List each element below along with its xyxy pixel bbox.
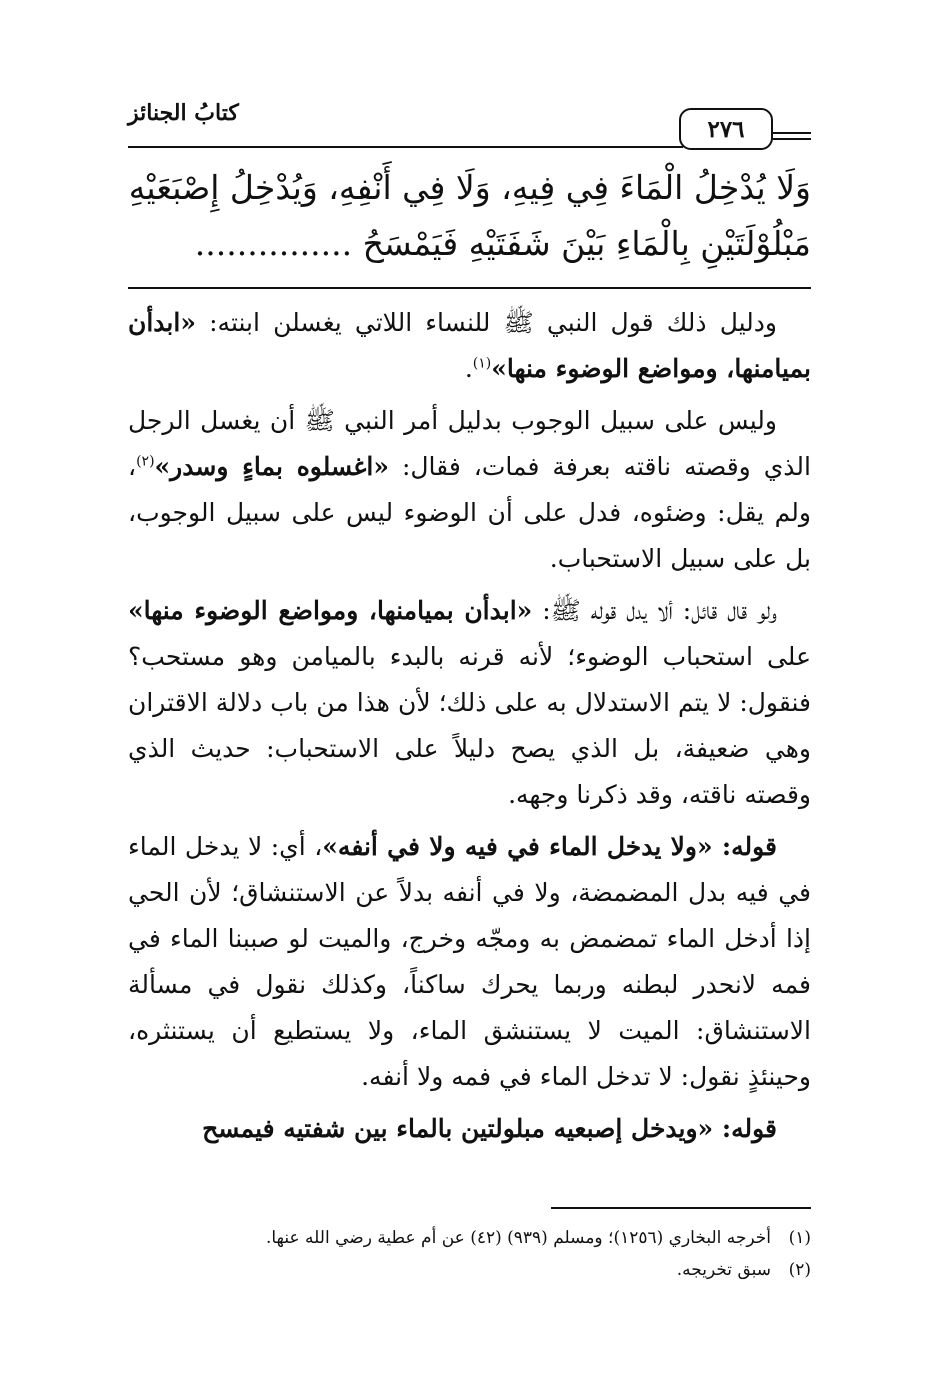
hadith-quote-1: «ابدأن بميامنها، ومواضع الوضوء منها» [128, 308, 811, 383]
page-number: ٢٧٦ [679, 108, 773, 150]
paragraph-2-rest: ، ولم يقل: وضئوه، فدل على أن الوضوء ليس على سبيل الوجوب، بل على سبيل الاستحباب. [128, 452, 811, 573]
footnote-1-text: أخرجه البخاري (١٢٥٦)؛ ومسلم (٩٣٩) (٤٢) عن أم عطية رضي الله عنها. [265, 1228, 771, 1248]
footnote-ref-2[interactable]: (٢) [136, 453, 155, 470]
footnote-2-text: سبق تخريجه. [676, 1260, 771, 1280]
paragraph-5 [128, 1106, 811, 1152]
matn-text [128, 160, 811, 272]
header-rule [128, 146, 683, 148]
paragraph-1 [128, 300, 811, 392]
paragraph-3 [128, 588, 811, 818]
paragraph-1-text: ودليل ذلك قول النبي ﷺ للنساء اللاتي يغسلن ابنته: [195, 308, 777, 337]
hadith-quote-2: «اغسلوه بماءٍ وسدر» [154, 452, 389, 481]
matn-quote-4: قوله: «ولا يدخل الماء في فيه ولا في أنفه» [322, 832, 777, 861]
book-title: كتابُ الجنائز [128, 100, 239, 126]
paragraph-3-rest: على استحباب الوضوء؛ لأنه قرنه بالبدء بالميامن وهو مستحب؟ فنقول: لا يتم الاستدلال به على ذلك؛ لأن هذا من باب دلالة الاقتران وهي ضعيفة، بل الذي يصح دليلاً على الاستحباب: حديث الذي وقصته ناقته، وقد ذكرنا وجهه. [128, 642, 811, 809]
footnote-1 [128, 1222, 811, 1254]
header-rule-short-top [773, 132, 811, 134]
footnote-2 [128, 1254, 811, 1286]
footnotes [128, 1222, 811, 1286]
paragraph-2 [128, 398, 811, 582]
matn-line-2: مَبْلُوْلَتَيْنِ بِالْمَاءِ بَيْنَ شَفَتَيْهِ فَيَمْسَحُ ............... [194, 224, 811, 263]
paragraph-4-text: ، أي: لا يدخل الماء في فيه بدل المضمضة، ولا في أنفه بدلاً عن الاستنشاق؛ لأن الحي إذا أدخل الماء تمضمض به ومجّه وخرج، والميت لو صببنا الماء في فمه لانحدر لبطنه وربما يحرك ساكناً، وكذلك نقول في مسألة الاستنشاق: الميت لا يستنشق الماء، ولا يستطيع أن يستنثره، وحينئذٍ نقول: لا تدخل الماء في فمه ولا أنفه. [128, 832, 811, 1091]
paragraph-2-text: وليس على سبيل الوجوب بدليل أمر النبي ﷺ أن يغسل الرجل الذي وقصته ناقته بعرفة فمات، فقال: [128, 406, 811, 481]
paragraph-4 [128, 824, 811, 1100]
footnote-1-number: (١) [788, 1228, 811, 1248]
matn-quote-5: قوله: «ويدخل إصبعيه مبلولتين بالماء بين شفتيه فيمسح [202, 1114, 777, 1143]
footnote-divider [551, 1207, 811, 1209]
matn-line-1: وَلَا يُدْخِلُ الْمَاءَ فِي فِيهِ، وَلَا فِي أَنْفِهِ، وَيُدْخِلُ إِصْبَعَيْهِ [128, 168, 811, 207]
page-header [128, 96, 811, 156]
footnote-2-number: (٢) [788, 1260, 811, 1280]
header-rule-short-bottom [773, 138, 811, 140]
footnote-ref-1[interactable]: (١) [472, 355, 492, 372]
paragraph-1-end: . [464, 354, 473, 383]
matn-divider [128, 287, 811, 289]
hadith-quote-3: «ابدأن بميامنها، ومواضع الوضوء منها» [128, 596, 533, 625]
paragraph-3-text: ولو قال قائل: ألا يدل قوله ﷺ: [532, 596, 777, 625]
commentary [128, 300, 811, 1158]
